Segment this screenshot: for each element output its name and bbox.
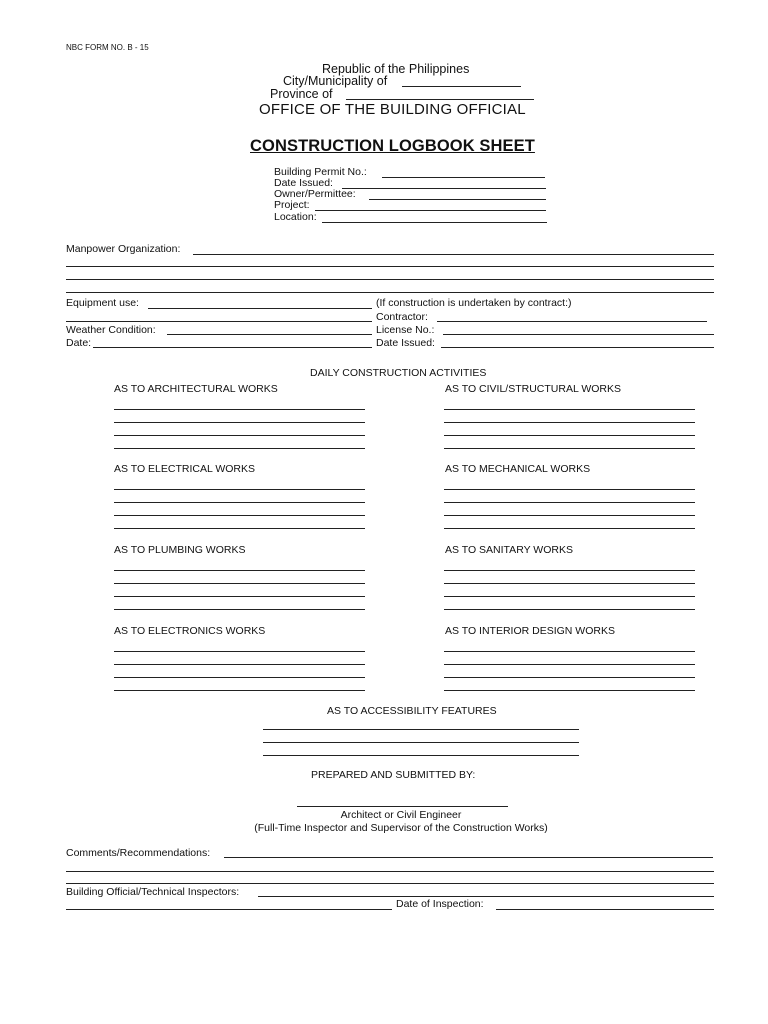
- date-label: Date:: [66, 337, 92, 349]
- mechanical-line[interactable]: [444, 515, 695, 516]
- sanitary-heading: AS TO SANITARY WORKS: [445, 544, 573, 556]
- mechanical-line[interactable]: [444, 528, 695, 529]
- interior-line[interactable]: [444, 690, 695, 691]
- plumbing-line[interactable]: [114, 583, 365, 584]
- plumbing-line[interactable]: [114, 596, 365, 597]
- contractor-field[interactable]: [437, 321, 707, 322]
- form-title: CONSTRUCTION LOGBOOK SHEET: [250, 137, 535, 155]
- manpower-line[interactable]: [66, 292, 714, 293]
- manpower-line[interactable]: [66, 279, 714, 280]
- electronics-line[interactable]: [114, 664, 365, 665]
- permit-no-label: Building Permit No.:: [274, 166, 367, 178]
- contractor-label: Contractor:: [376, 311, 428, 323]
- city-field[interactable]: [402, 86, 521, 87]
- location-field[interactable]: [322, 222, 547, 223]
- weather-field[interactable]: [167, 334, 372, 335]
- electronics-heading: AS TO ELECTRONICS WORKS: [114, 625, 266, 637]
- inspectors-line[interactable]: [66, 909, 392, 910]
- mechanical-line[interactable]: [444, 502, 695, 503]
- interior-line[interactable]: [444, 677, 695, 678]
- mechanical-line[interactable]: [444, 489, 695, 490]
- signatory-role-note: (Full-Time Inspector and Supervisor of the Construction Works): [254, 822, 548, 834]
- owner-field[interactable]: [369, 199, 546, 200]
- inspection-date-label: Date of Inspection:: [396, 898, 484, 910]
- owner-label: Owner/Permittee:: [274, 188, 356, 200]
- architectural-line[interactable]: [114, 409, 365, 410]
- electronics-line[interactable]: [114, 677, 365, 678]
- location-label: Location:: [274, 211, 317, 223]
- permit-no-field[interactable]: [382, 177, 545, 178]
- comments-label: Comments/Recommendations:: [66, 847, 211, 859]
- accessibility-heading: AS TO ACCESSIBILITY FEATURES: [327, 705, 497, 717]
- project-field[interactable]: [315, 210, 546, 211]
- license-field[interactable]: [443, 334, 714, 335]
- electrical-line[interactable]: [114, 515, 365, 516]
- sanitary-line[interactable]: [444, 570, 695, 571]
- electronics-line[interactable]: [114, 690, 365, 691]
- civil-line[interactable]: [444, 448, 695, 449]
- manpower-field[interactable]: [193, 254, 714, 255]
- activities-heading: DAILY CONSTRUCTION ACTIVITIES: [310, 367, 487, 379]
- interior-heading: AS TO INTERIOR DESIGN WORKS: [445, 625, 615, 637]
- manpower-line[interactable]: [66, 266, 714, 267]
- electrical-line[interactable]: [114, 528, 365, 529]
- sanitary-line[interactable]: [444, 609, 695, 610]
- office-title: OFFICE OF THE BUILDING OFFICIAL: [259, 101, 526, 118]
- inspection-date-field[interactable]: [496, 909, 714, 910]
- architectural-heading: AS TO ARCHITECTURAL WORKS: [114, 383, 278, 395]
- electrical-line[interactable]: [114, 489, 365, 490]
- city-label: City/Municipality of: [283, 74, 388, 88]
- equipment-field[interactable]: [148, 308, 372, 309]
- province-field[interactable]: [346, 99, 534, 100]
- province-label: Province of: [270, 87, 333, 101]
- interior-line[interactable]: [444, 651, 695, 652]
- comments-field[interactable]: [224, 857, 713, 858]
- comments-line[interactable]: [66, 871, 714, 872]
- inspectors-label: Building Official/Technical Inspectors:: [66, 886, 240, 898]
- form-number: NBC FORM NO. B - 15: [66, 43, 149, 52]
- mechanical-heading: AS TO MECHANICAL WORKS: [445, 463, 591, 475]
- interior-line[interactable]: [444, 664, 695, 665]
- plumbing-heading: AS TO PLUMBING WORKS: [114, 544, 246, 556]
- civil-line[interactable]: [444, 409, 695, 410]
- date-issued-field[interactable]: [342, 188, 546, 189]
- equipment-label: Equipment use:: [66, 297, 139, 309]
- project-label: Project:: [274, 199, 310, 211]
- manpower-label: Manpower Organization:: [66, 243, 181, 255]
- civil-line[interactable]: [444, 435, 695, 436]
- civil-heading: AS TO CIVIL/STRUCTURAL WORKS: [445, 383, 622, 395]
- date-issued-contract-field[interactable]: [441, 347, 714, 348]
- architectural-line[interactable]: [114, 422, 365, 423]
- signature-line[interactable]: [297, 806, 508, 807]
- equipment-line[interactable]: [66, 321, 372, 322]
- accessibility-line[interactable]: [263, 742, 579, 743]
- date-field[interactable]: [93, 347, 372, 348]
- accessibility-line[interactable]: [263, 729, 579, 730]
- architectural-line[interactable]: [114, 448, 365, 449]
- plumbing-line[interactable]: [114, 570, 365, 571]
- contract-note: (If construction is undertaken by contract:): [376, 297, 572, 309]
- electrical-heading: AS TO ELECTRICAL WORKS: [114, 463, 256, 475]
- electrical-line[interactable]: [114, 502, 365, 503]
- sanitary-line[interactable]: [444, 596, 695, 597]
- republic-label: Republic of the Philippines: [322, 62, 470, 76]
- comments-line[interactable]: [66, 883, 714, 884]
- prepared-label: PREPARED AND SUBMITTED BY:: [311, 769, 476, 781]
- sanitary-line[interactable]: [444, 583, 695, 584]
- date-issued-label: Date Issued:: [274, 177, 333, 189]
- license-label: License No.:: [376, 324, 435, 336]
- signatory-role: Architect or Civil Engineer: [340, 809, 462, 821]
- inspectors-field[interactable]: [258, 896, 714, 897]
- electronics-line[interactable]: [114, 651, 365, 652]
- civil-line[interactable]: [444, 422, 695, 423]
- accessibility-line[interactable]: [263, 755, 579, 756]
- date-issued-contract-label: Date Issued:: [376, 337, 435, 349]
- plumbing-line[interactable]: [114, 609, 365, 610]
- weather-label: Weather Condition:: [66, 324, 156, 336]
- architectural-line[interactable]: [114, 435, 365, 436]
